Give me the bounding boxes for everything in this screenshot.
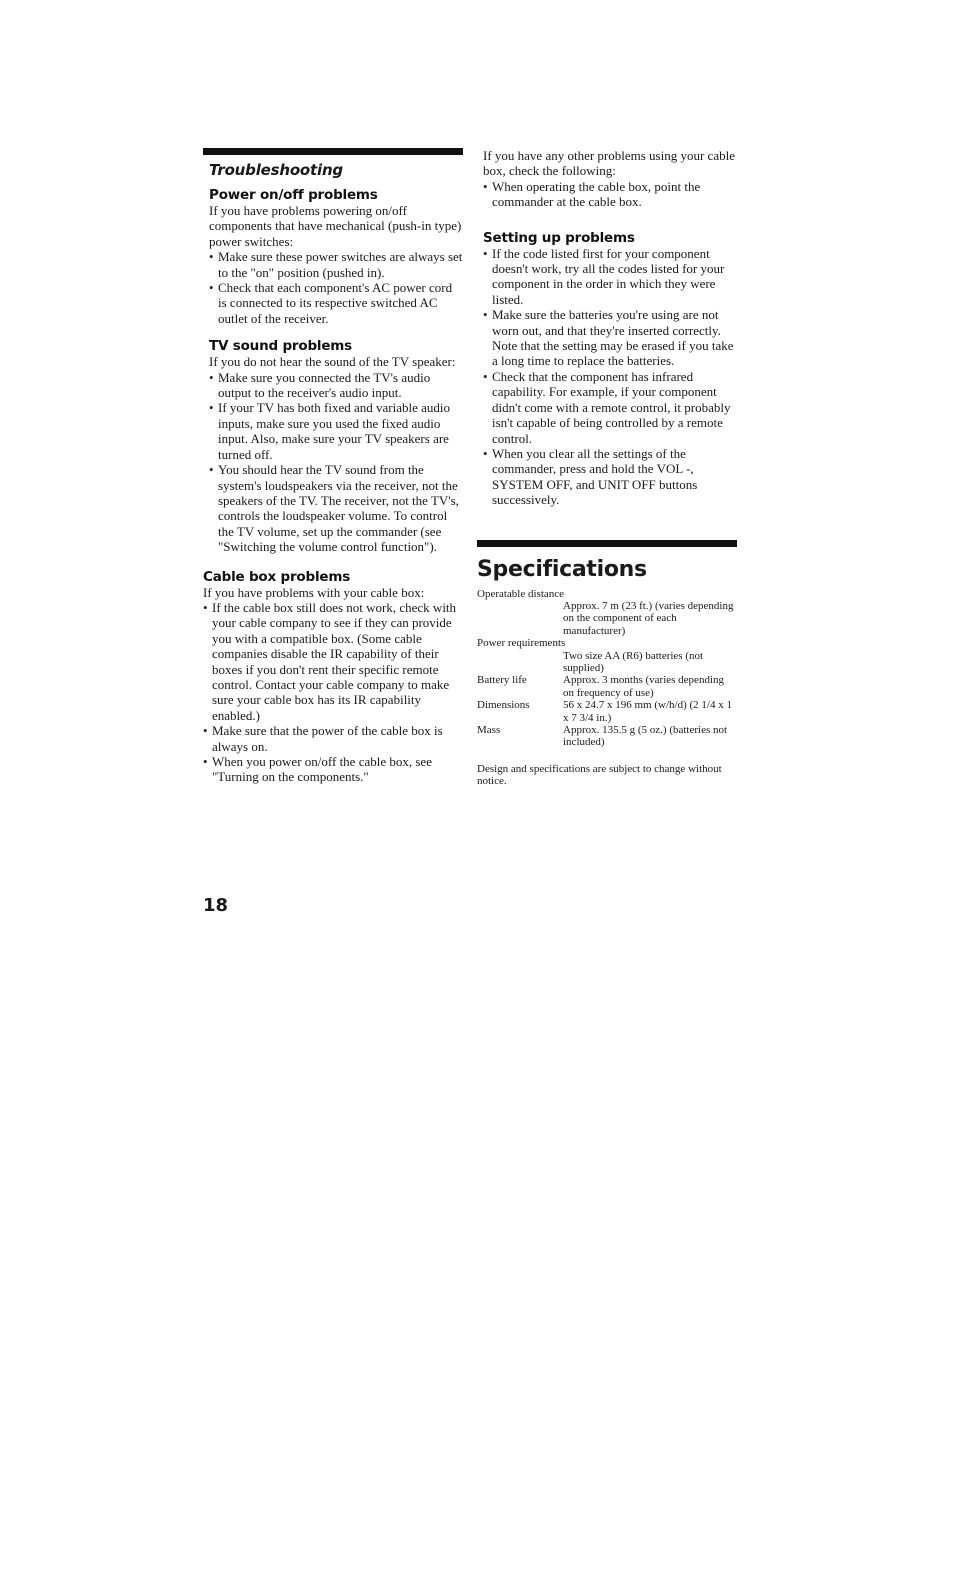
tv-bullets xyxy=(209,370,463,555)
list-item: • When you power on/off the cable box, see "Turning on the components." xyxy=(203,754,463,785)
spec-value-mass: Approx. 135.5 g (5 oz.) (batteries not included) xyxy=(563,724,728,749)
list-item: • Check that each component's AC power cord is connected to its respective switched AC outlet of the receiver. xyxy=(209,280,463,326)
list-item: • Make sure these power switches are always set to the "on" position (pushed in). xyxy=(209,249,463,280)
section-label: Troubleshooting xyxy=(209,161,343,179)
tv-section xyxy=(209,338,463,554)
other-section xyxy=(483,148,737,210)
list-item: • When you clear all the settings of the commander, press and hold the VOL -, SYSTEM OFF, and UNIT OFF buttons successively. xyxy=(483,446,737,508)
spec-row-mass xyxy=(477,724,737,749)
power-heading: Power on/off problems xyxy=(209,187,378,203)
section-rule xyxy=(203,148,463,155)
setup-bullets xyxy=(483,246,737,508)
list-item: • If the cable box still does not work, check with your cable company to see if they can provide you with a compatible box. (Some cable companies disable the IR capability of their boxes if you don't rent their specific remote control. Contact your cable company to make sure your cable box has its IR capability enabled.) xyxy=(203,600,463,723)
list-item: • When operating the cable box, point the commander at the cable box. xyxy=(483,179,737,210)
power-section xyxy=(209,187,463,326)
list-item: • If the code listed first for your component doesn't work, try all the codes listed for your component in the order in which they were listed. xyxy=(483,246,737,308)
list-item: • You should hear the TV sound from the system's loudspeakers via the receiver, not the speakers of the TV. The receiver, not the TV's, controls the loudspeaker volume. To control the TV volume, set up the commander (see "Switching the volume control function"). xyxy=(209,462,463,554)
spec-value-dimensions: 56 x 24.7 x 196 mm (w/h/d) (2 1/4 x 1 x 7 3/4 in.) xyxy=(563,699,732,724)
specs-section xyxy=(477,540,737,788)
spec-label-power: Power requirements xyxy=(477,637,566,650)
specs-note: Design and specifications are subject to change without notice. xyxy=(477,762,722,788)
cable-intro: If you have problems with your cable box: xyxy=(203,584,425,600)
cable-heading: Cable box problems xyxy=(203,568,351,585)
cable-bullets xyxy=(203,600,463,785)
power-intro: If you have problems powering on/off components that have mechanical (push-in type) power switches: xyxy=(209,203,462,249)
spec-value-operatable: Approx. 7 m (23 ft.) (varies depending on the component of each manufacturer) xyxy=(563,599,734,637)
tv-heading: TV sound problems xyxy=(209,338,352,355)
spec-label-operatable: Operatable distance xyxy=(477,587,565,600)
setup-section xyxy=(483,230,737,508)
other-intro: If you have any other problems using your cable box, check the following: xyxy=(483,148,735,179)
specs-table xyxy=(477,588,737,749)
spec-value-battery: Approx. 3 months (varies depending on frequency of use) xyxy=(563,674,724,699)
tv-intro: If you do not hear the sound of the TV speaker: xyxy=(209,354,456,370)
spec-label-mass: Mass xyxy=(477,724,501,736)
list-item: • Check that the component has infrared capability. For example, if your component didn't come with a remote control, it probably isn't capable of being controlled by a remote control. xyxy=(483,369,737,446)
spec-row-battery xyxy=(477,674,737,699)
spec-label-battery: Battery life xyxy=(477,674,527,687)
specs-rule xyxy=(477,540,737,547)
list-item: • Make sure the batteries you're using are not worn out, and that they're inserted correctly. Note that the setting may be erased if you take a long time to replace the batteries. xyxy=(483,307,737,369)
list-item: • If your TV has both fixed and variable audio inputs, make sure you used the fixed audio input. Also, make sure your TV speakers are turned off. xyxy=(209,400,463,462)
page-number: 18 xyxy=(203,895,229,916)
specs-title: Specifications xyxy=(477,556,647,582)
list-item: • Make sure you connected the TV's audio output to the receiver's audio input. xyxy=(209,370,463,401)
spec-value-power: Two size AA (R6) batteries (not supplied) xyxy=(563,649,704,674)
list-item: • Make sure that the power of the cable box is always on. xyxy=(203,723,463,754)
right-column xyxy=(477,148,737,788)
power-bullets xyxy=(209,249,463,326)
setup-heading: Setting up problems xyxy=(483,229,635,246)
cable-section xyxy=(203,569,463,785)
left-column xyxy=(203,148,463,785)
other-bullets xyxy=(483,179,737,210)
spec-row-dimensions xyxy=(477,699,737,724)
spec-label-dimensions: Dimensions xyxy=(477,699,530,712)
